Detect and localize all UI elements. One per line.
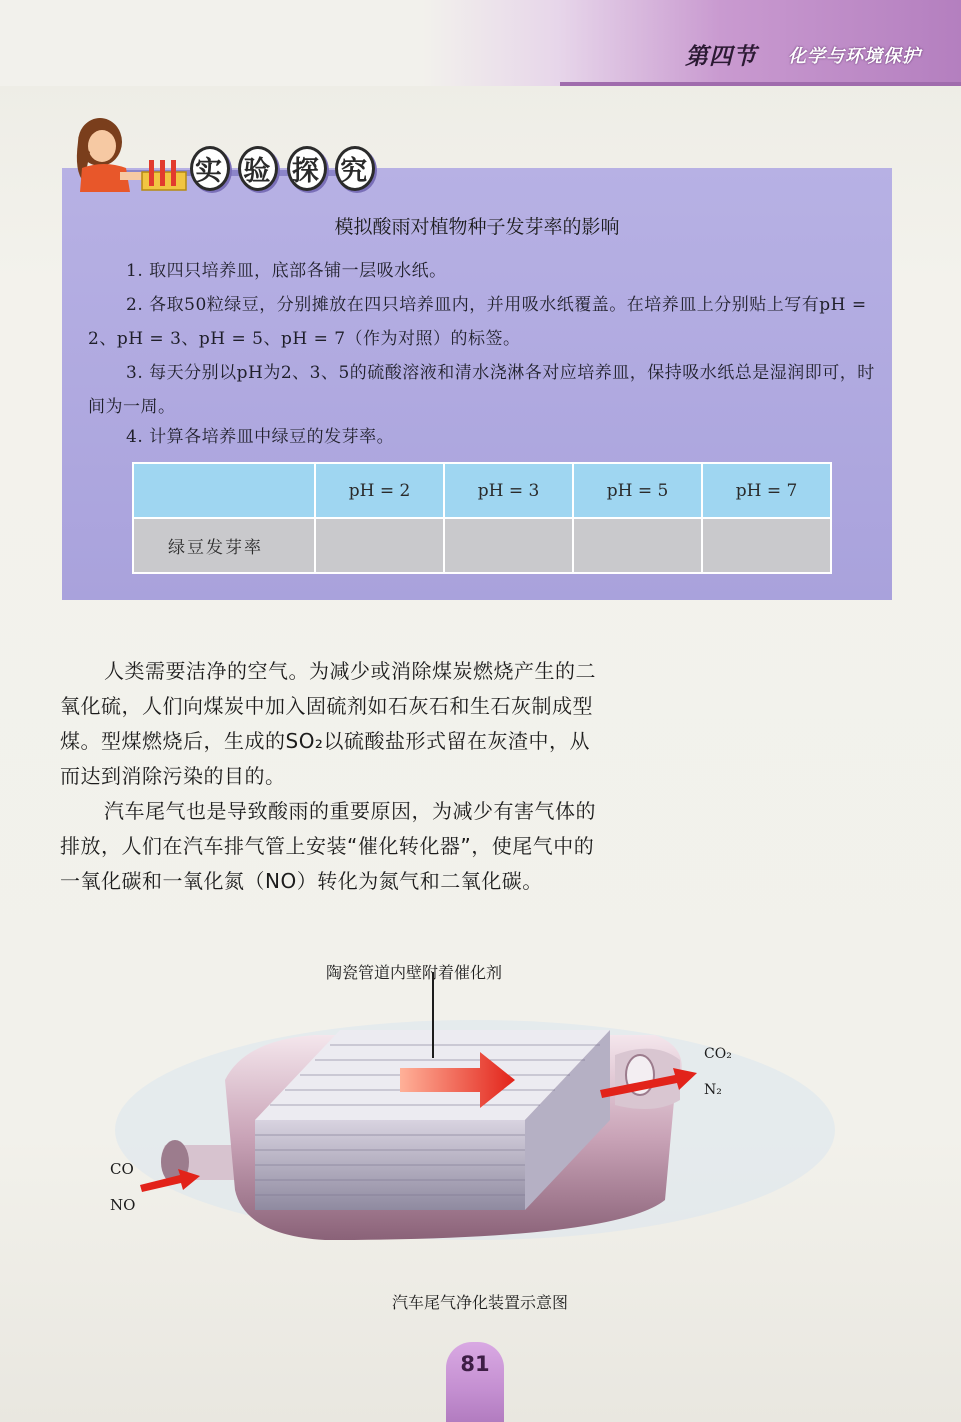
table-header-cell [133,463,315,518]
table-cell [444,518,573,573]
body-paragraph-2: 汽车尾气也是导致酸雨的重要原因，为减少有害气体的排放，人们在汽车排气管上安装“催化转化器”，使尾气中的一氧化碳和一氧化氮（NO）转化为氮气和二氧化碳。 [60,799,596,893]
section-number: 第四节 [685,44,757,70]
table-row-label: 绿豆发芽率 [133,518,315,573]
banner-char: 究 [335,146,375,191]
table-row [133,518,831,573]
table-header-row [133,463,831,518]
page-number: 81 [460,1352,490,1376]
section-title: 化学与环境保护 [788,46,921,67]
table-cell [315,518,444,573]
table-header-cell: pH = 2 [315,463,444,518]
header-stripe [560,82,961,86]
experiment-step-3: 3. 每天分别以pH为2、3、5的硫酸溶液和清水浇淋各对应培养皿，保持吸水纸总是湿润即可，时间为一周。 [88,363,875,417]
experiment-banner-title [190,146,371,191]
germination-table [132,462,832,574]
inlet-label-co: CO [110,1160,134,1178]
callout-label: 陶瓷管道内壁附着催化剂 [326,963,503,982]
figure-caption: 汽车尾气净化装置示意图 [391,1293,568,1312]
test-tube-rack-icon [140,158,188,192]
experiment-step-4: 4. 计算各培养皿中绿豆的发芽率。 [126,427,395,447]
banner-char: 验 [238,146,278,191]
body-paragraph-1: 人类需要洁净的空气。为减少或消除煤炭燃烧产生的二氧化硫，人们向煤炭中加入固硫剂如石灰石和生石灰制成型煤。型煤燃烧后，生成的SO₂以硫酸盐形式留在灰渣中，从而达到消除污染的目的。 [60,659,596,788]
experiment-heading: 模拟酸雨对植物种子发芽率的影响 [334,216,620,238]
catalytic-converter-diagram [95,940,855,1240]
outlet-label-co2: CO₂ [704,1046,732,1062]
banner-char: 探 [287,146,327,191]
outlet-label-n2: N₂ [704,1082,722,1098]
table-header-cell: pH = 7 [702,463,831,518]
table-cell [573,518,702,573]
table-header-cell: pH = 5 [573,463,702,518]
banner-char: 实 [190,146,230,191]
experiment-step-1: 1. 取四只培养皿，底部各铺一层吸水纸。 [126,261,447,281]
table-header-cell: pH = 3 [444,463,573,518]
experiment-step-2: 2. 各取50粒绿豆，分别摊放在四只培养皿内，并用吸水纸覆盖。在培养皿上分别贴上写有pH = 2、pH = 3、pH = 5、pH = 7（作为对照）的标签。 [88,295,867,349]
table-cell [702,518,831,573]
inlet-label-no: NO [110,1196,136,1214]
